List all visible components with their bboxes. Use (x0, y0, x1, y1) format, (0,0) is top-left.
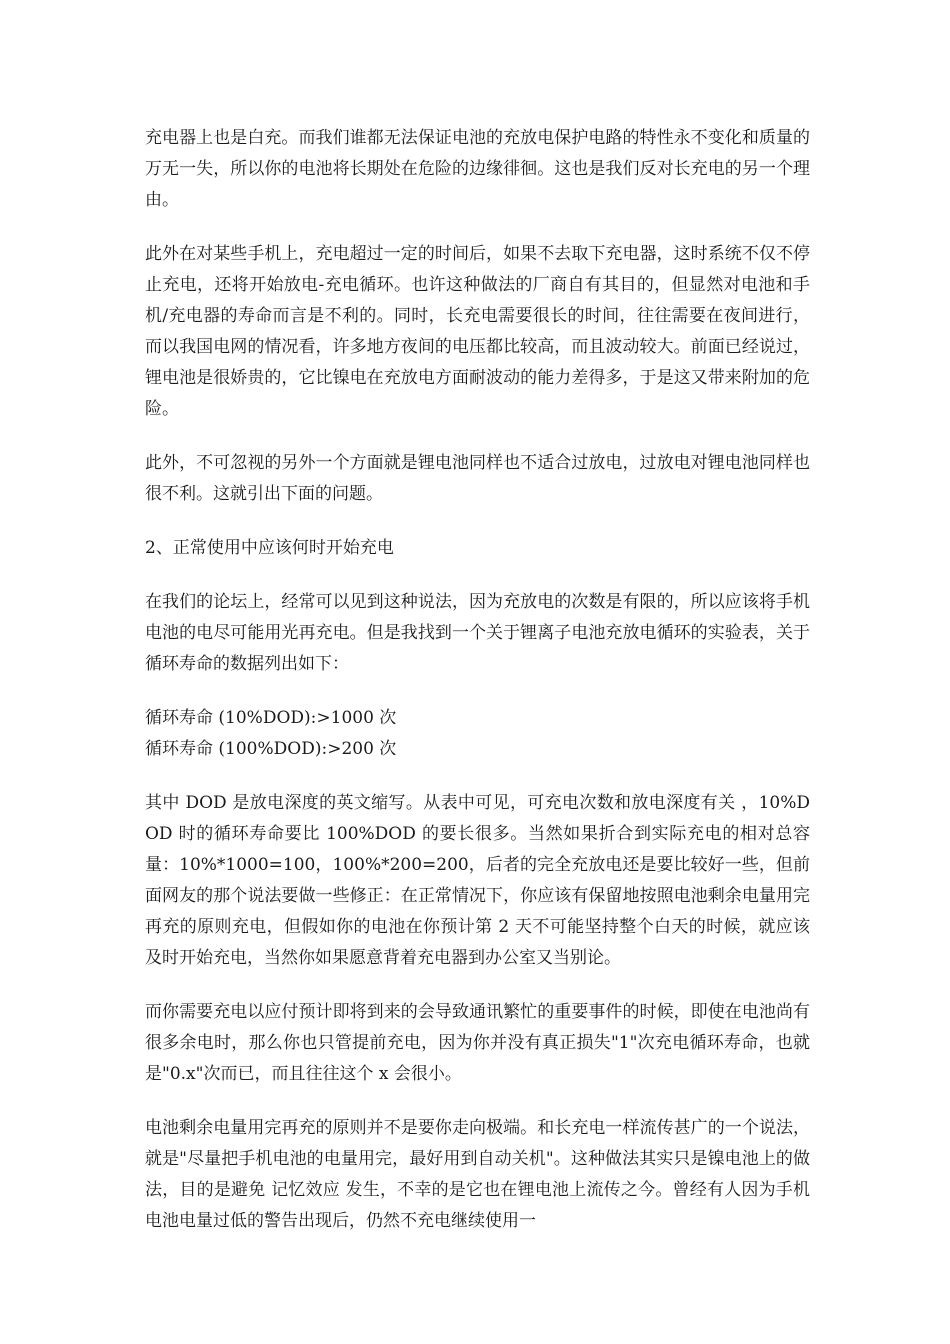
paragraph-full-discharge-myth: 电池剩余电量用完再充的原则并不是要你走向极端。和长充电一样流传甚广的一个说法，就是"尽量把手机电池的电量用完，最好用到自动关机"。这种做法其实只是镍电池上的做法，目的是避免 记忆效应 发生，不幸的是它也在锂电池上流传之今。曾经有人因为手机电池电量过低的警告出现后，仍然不充电继续使用一 (145, 1118, 810, 1231)
intro-paragraph: 在我们的论坛上，经常可以见到这种说法，因为充放电的次数是有限的，所以应该将手机电池的电尽可能用光再充电。但是我找到一个关于锂离子电池充放电循环的实验表，关于循环寿命的数据列出如下： (145, 592, 810, 674)
cycle-life-data (145, 703, 810, 765)
paragraph-dod-explanation: 其中 DOD 是放电深度的英文缩写。从表中可见，可充电次数和放电深度有关 ，10%DOD 时的循环寿命要比 100%DOD 的要长很多。当然如果折合到实际充电的相对总容量：10%*1000=100，100%*200=200，后者的完全充放电还是要比较好一些，但前面网友的那个说法要做一些修正：在正常情况下，你应该有保留地按照电池剩余电量用完再充的原则充电，但假如你的电池在你预计第 2 天不可能坚持整个白天的时候，就应该及时开始充电，当然你如果愿意背着充电器到办公室又当别论。 (145, 793, 810, 968)
document-body (145, 123, 810, 1260)
cycle-life-line-2: 循环寿命 (100%DOD):>200 次 (145, 739, 397, 759)
section-heading: 2、正常使用中应该何时开始充电 (145, 538, 394, 558)
paragraph-2: 此外在对某些手机上，充电超过一定的时间后，如果不去取下充电器，这时系统不仅不停止充电，还将开始放电-充电循环。也许这种做法的厂商自有其目的，但显然对电池和手机/充电器的寿命而言是不利的。同时，长充电需要很长的时间，往往需要在夜间进行，而以我国电网的情况看，许多地方夜间的电压都比较高，而且波动较大。前面已经说过，锂电池是很娇贵的，它比镍电在充放电方面耐波动的能力差得多，于是这又带来附加的危险。 (145, 244, 810, 419)
paragraph-early-charging: 而你需要充电以应付预计即将到来的会导致通讯繁忙的重要事件的时候，即使在电池尚有很多余电时，那么你也只管提前充电，因为你并没有真正损失"1"次充电循环寿命，也就是"0.x"次而已，而且往往这个 x 会很小。 (145, 1002, 810, 1084)
paragraph-3: 此外，不可忽视的另外一个方面就是锂电池同样也不适合过放电，过放电对锂电池同样也很不利。这就引出下面的问题。 (145, 453, 810, 504)
cycle-life-line-1: 循环寿命 (10%DOD):>1000 次 (145, 708, 397, 728)
paragraph-1: 充电器上也是白充。而我们谁都无法保证电池的充放电保护电路的特性永不变化和质量的万无一失，所以你的电池将长期处在危险的边缘徘徊。这也是我们反对长充电的另一个理由。 (145, 128, 810, 210)
